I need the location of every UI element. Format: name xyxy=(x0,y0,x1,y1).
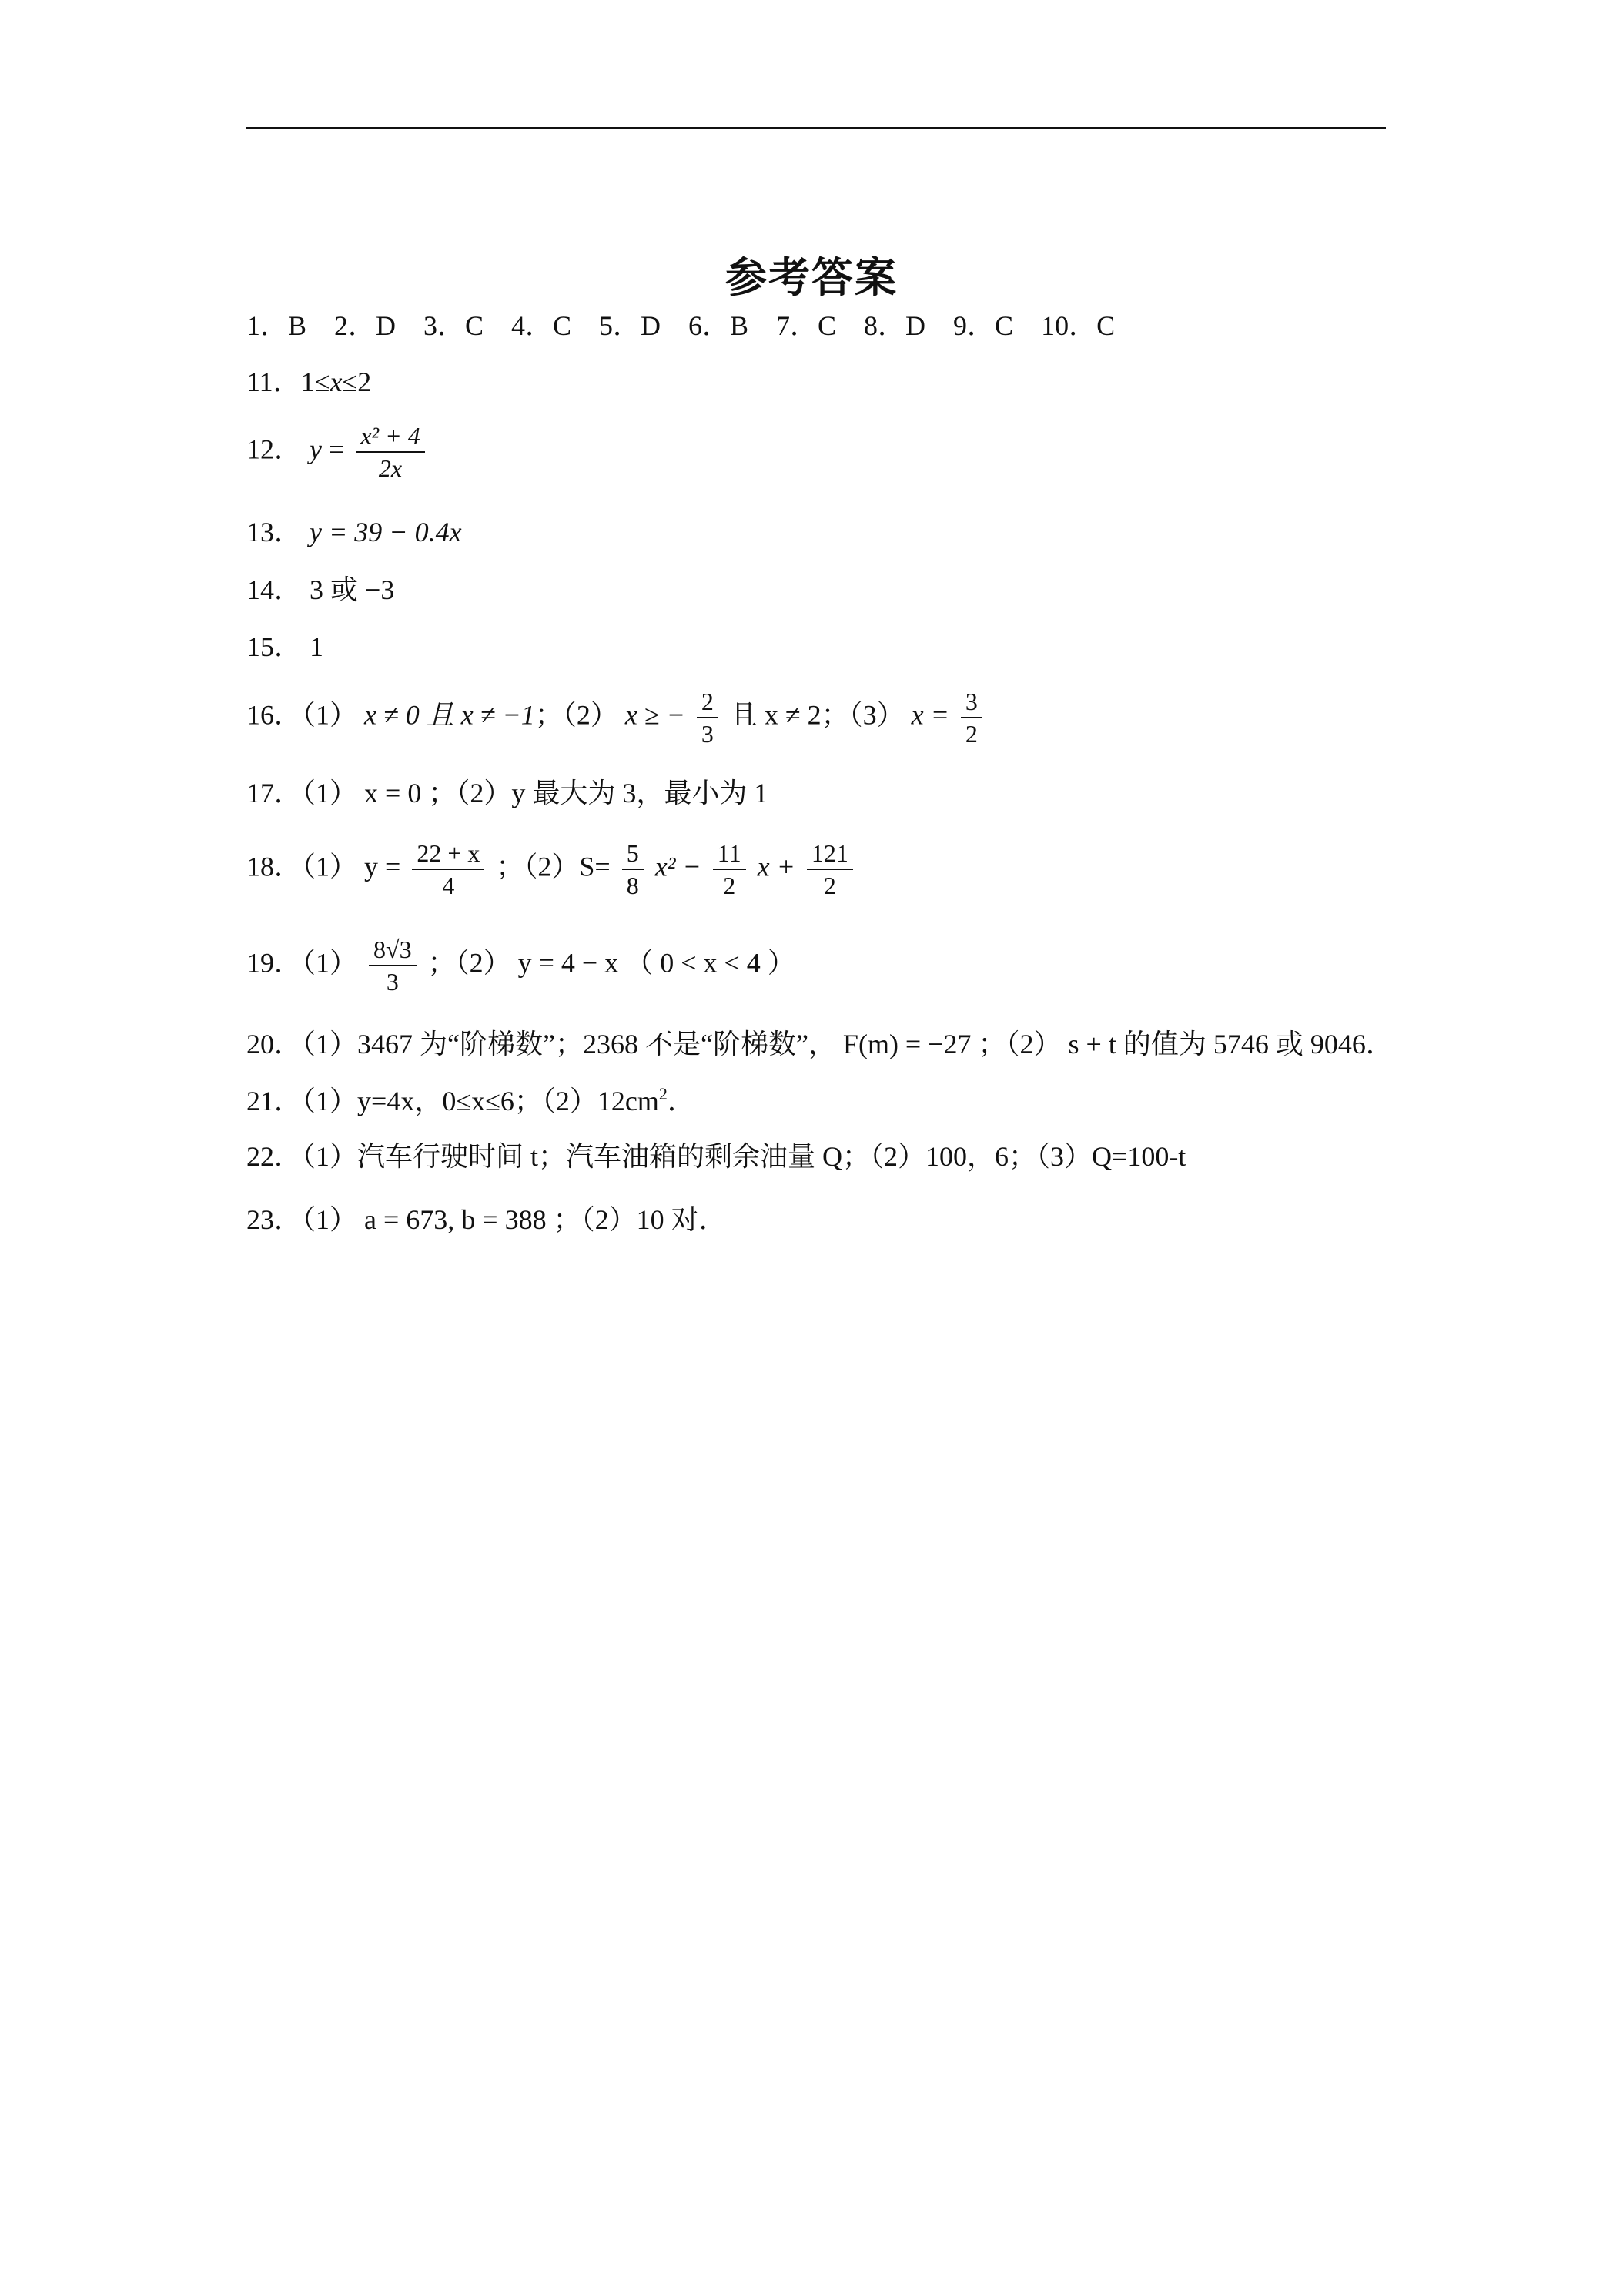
fraction: $\frac{\text{x² + 4}}{2x}$ xyxy=(356,423,424,480)
answer-line-15: 15． 1 xyxy=(246,631,324,662)
answer-line-21: 21．（1）y=4x，0≤x≤6；$(2)12cm^2$． xyxy=(246,1084,695,1116)
answer-line-20: 20．（1）3467 为“阶梯数”；2368 不是“阶梯数”， F(m) = −27 ；（2） s + t 的值为 5746 或 9046． xyxy=(246,1029,1394,1059)
fraction: $\frac{22 + x}{4}$ xyxy=(412,841,484,898)
answer-line-1-10: 1．B 2．D 3．C 4．C 5．D 6．B 7．C 8．D 9．C 10．C xyxy=(246,310,1116,341)
fraction: $\frac{11}{2}$ xyxy=(713,841,746,898)
answer-line-18: 18．（1） y = $\frac{22 + x}{4}$ ；（2）S= $\frac{5}{8}$ x² − $\frac{11}{2}$ x + $\frac{121}{2}$ xyxy=(246,841,858,898)
answer-line-17: 17．（1） x = 0 ；（2）y 最大为 3，最小为 1 xyxy=(246,778,768,808)
fraction: $\frac{5}{8}$ xyxy=(622,841,644,898)
page-title: 参考答案 xyxy=(725,253,898,302)
answer-line-13: 13． y = 39 − 0.4x xyxy=(246,517,462,547)
answer-line-11: 11．1≤x≤2 xyxy=(246,366,372,397)
answer-line-16: 16．（1） x ≠ 0 且 x ≠ −1；（2） x ≥ − $\frac{2}{3}$ 且 x ≠ 2；（3） x = $\frac{3}{2}$ xyxy=(246,689,987,746)
fraction: $\frac{8√3}{3}$ xyxy=(369,937,417,994)
answer-line-14: 14． 3 或 −3 xyxy=(246,574,395,605)
fraction: $\frac{121}{2}$ xyxy=(807,841,853,898)
answer-line-22: 22．（1）汽车行驶时间 t；汽车油箱的剩余油量 Q；（2）100，6；（3）Q=100-t xyxy=(246,1141,1186,1172)
fraction: $\frac{3}{2}$ xyxy=(961,689,982,746)
answer-line-23: 23．（1） a = 673, b = 388 ；（2）10 对． xyxy=(246,1204,727,1235)
answer-line-19: 19．（1） $\frac{8√3}{3}$ ；（2） y = 4 − x （ 0 < x < 4 ） xyxy=(246,935,795,996)
fraction: $\frac{2}{3}$ xyxy=(697,689,718,746)
header-rule xyxy=(246,127,1386,129)
answer-line-12: 12． y = $\frac{\text{x² + 4}}{2x}$ xyxy=(246,423,430,480)
